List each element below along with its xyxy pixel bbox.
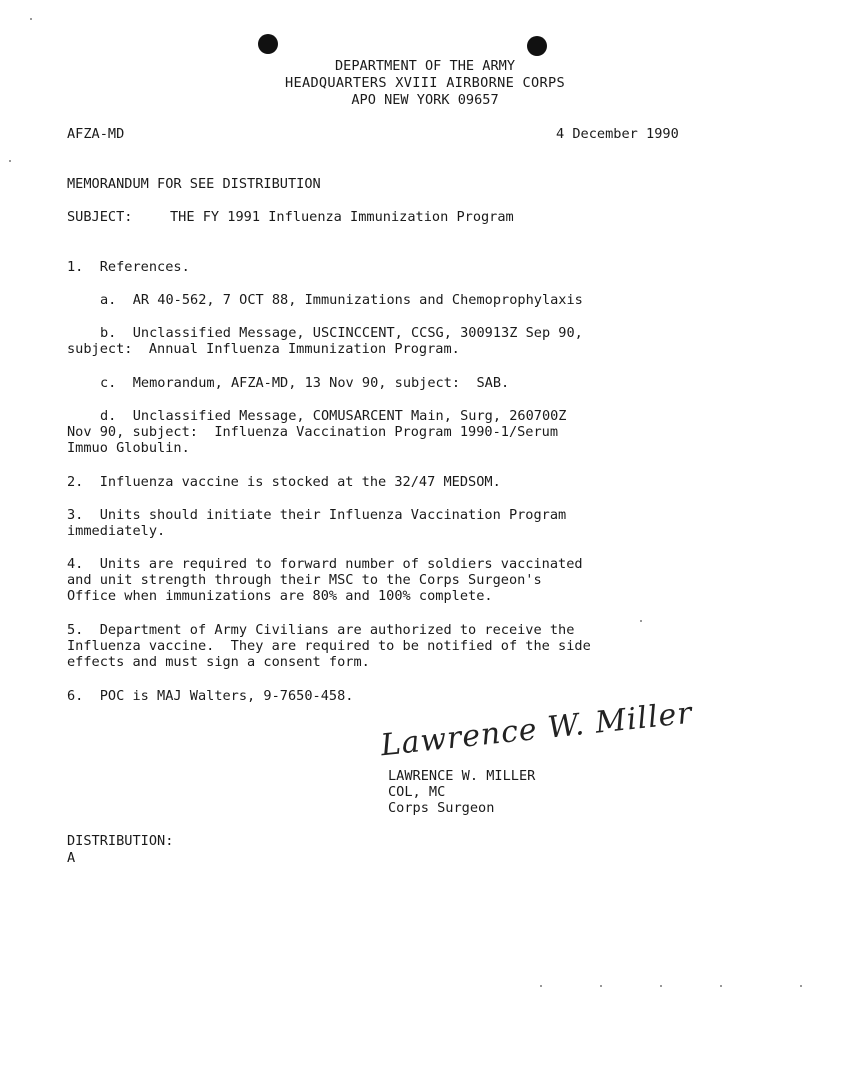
scan-speck	[640, 620, 642, 622]
reference-d-line3: Immuo Globulin.	[67, 440, 190, 456]
memo-for: MEMORANDUM FOR SEE DISTRIBUTION	[67, 176, 321, 192]
subject-label: SUBJECT:	[67, 209, 133, 225]
paragraph-4-line1: 4. Units are required to forward number of soldiers vaccinated	[67, 556, 583, 572]
distribution-value: A	[67, 850, 76, 866]
scan-speck	[660, 985, 662, 987]
paragraph-2: 2. Influenza vaccine is stocked at the 32/47 MEDSOM.	[67, 474, 501, 490]
signer-rank: COL, MC	[388, 784, 446, 800]
memo-date: 4 December 1990	[556, 126, 679, 142]
paragraph-3-line1: 3. Units should initiate their Influenza Vaccination Program	[67, 507, 567, 523]
scan-speck	[540, 985, 542, 987]
office-symbol: AFZA-MD	[67, 126, 125, 142]
letterhead-address: APO NEW YORK 09657	[351, 92, 499, 108]
reference-c: c. Memorandum, AFZA-MD, 13 Nov 90, subject: SAB.	[100, 375, 510, 391]
reference-b-line1: b. Unclassified Message, USCINCCENT, CCSG, 300913Z Sep 90,	[100, 325, 583, 341]
handwritten-signature: Lawrence W. Miller	[379, 695, 695, 764]
paragraph-5-line2: Influenza vaccine. They are required to be notified of the side	[67, 638, 591, 654]
paragraph-1: 1. References.	[67, 259, 190, 275]
reference-d-line2: Nov 90, subject: Influenza Vaccination Program 1990-1/Serum	[67, 424, 559, 440]
distribution-label: DISTRIBUTION:	[67, 833, 174, 849]
letterhead-department: DEPARTMENT OF THE ARMY	[334, 58, 516, 74]
signer-name: LAWRENCE W. MILLER	[388, 768, 536, 784]
reference-a: a. AR 40-562, 7 OCT 88, Immunizations and Chemoprophylaxis	[100, 292, 583, 308]
subject-text: THE FY 1991 Influenza Immunization Program	[170, 209, 514, 225]
paragraph-3-line2: immediately.	[67, 523, 166, 539]
signer-title: Corps Surgeon	[388, 800, 495, 816]
punch-hole-left	[258, 34, 278, 54]
paragraph-4-line2: and unit strength through their MSC to the Corps Surgeon's	[67, 572, 542, 588]
scan-speck	[9, 160, 11, 162]
reference-d-line1: d. Unclassified Message, COMUSARCENT Main, Surg, 260700Z	[100, 408, 567, 424]
paragraph-5-line3: effects and must sign a consent form.	[67, 654, 370, 670]
letterhead-headquarters: HEADQUARTERS XVIII AIRBORNE CORPS	[285, 75, 565, 91]
scan-speck	[720, 985, 722, 987]
scan-speck	[800, 985, 802, 987]
scan-speck	[600, 985, 602, 987]
paragraph-4-line3: Office when immunizations are 80% and 100% complete.	[67, 588, 493, 604]
punch-hole-right	[527, 36, 547, 56]
scan-speck	[30, 18, 32, 20]
paragraph-5-line1: 5. Department of Army Civilians are authorized to receive the	[67, 622, 575, 638]
reference-b-line2: subject: Annual Influenza Immunization Program.	[67, 341, 460, 357]
paragraph-6: 6. POC is MAJ Walters, 9-7650-458.	[67, 688, 354, 704]
